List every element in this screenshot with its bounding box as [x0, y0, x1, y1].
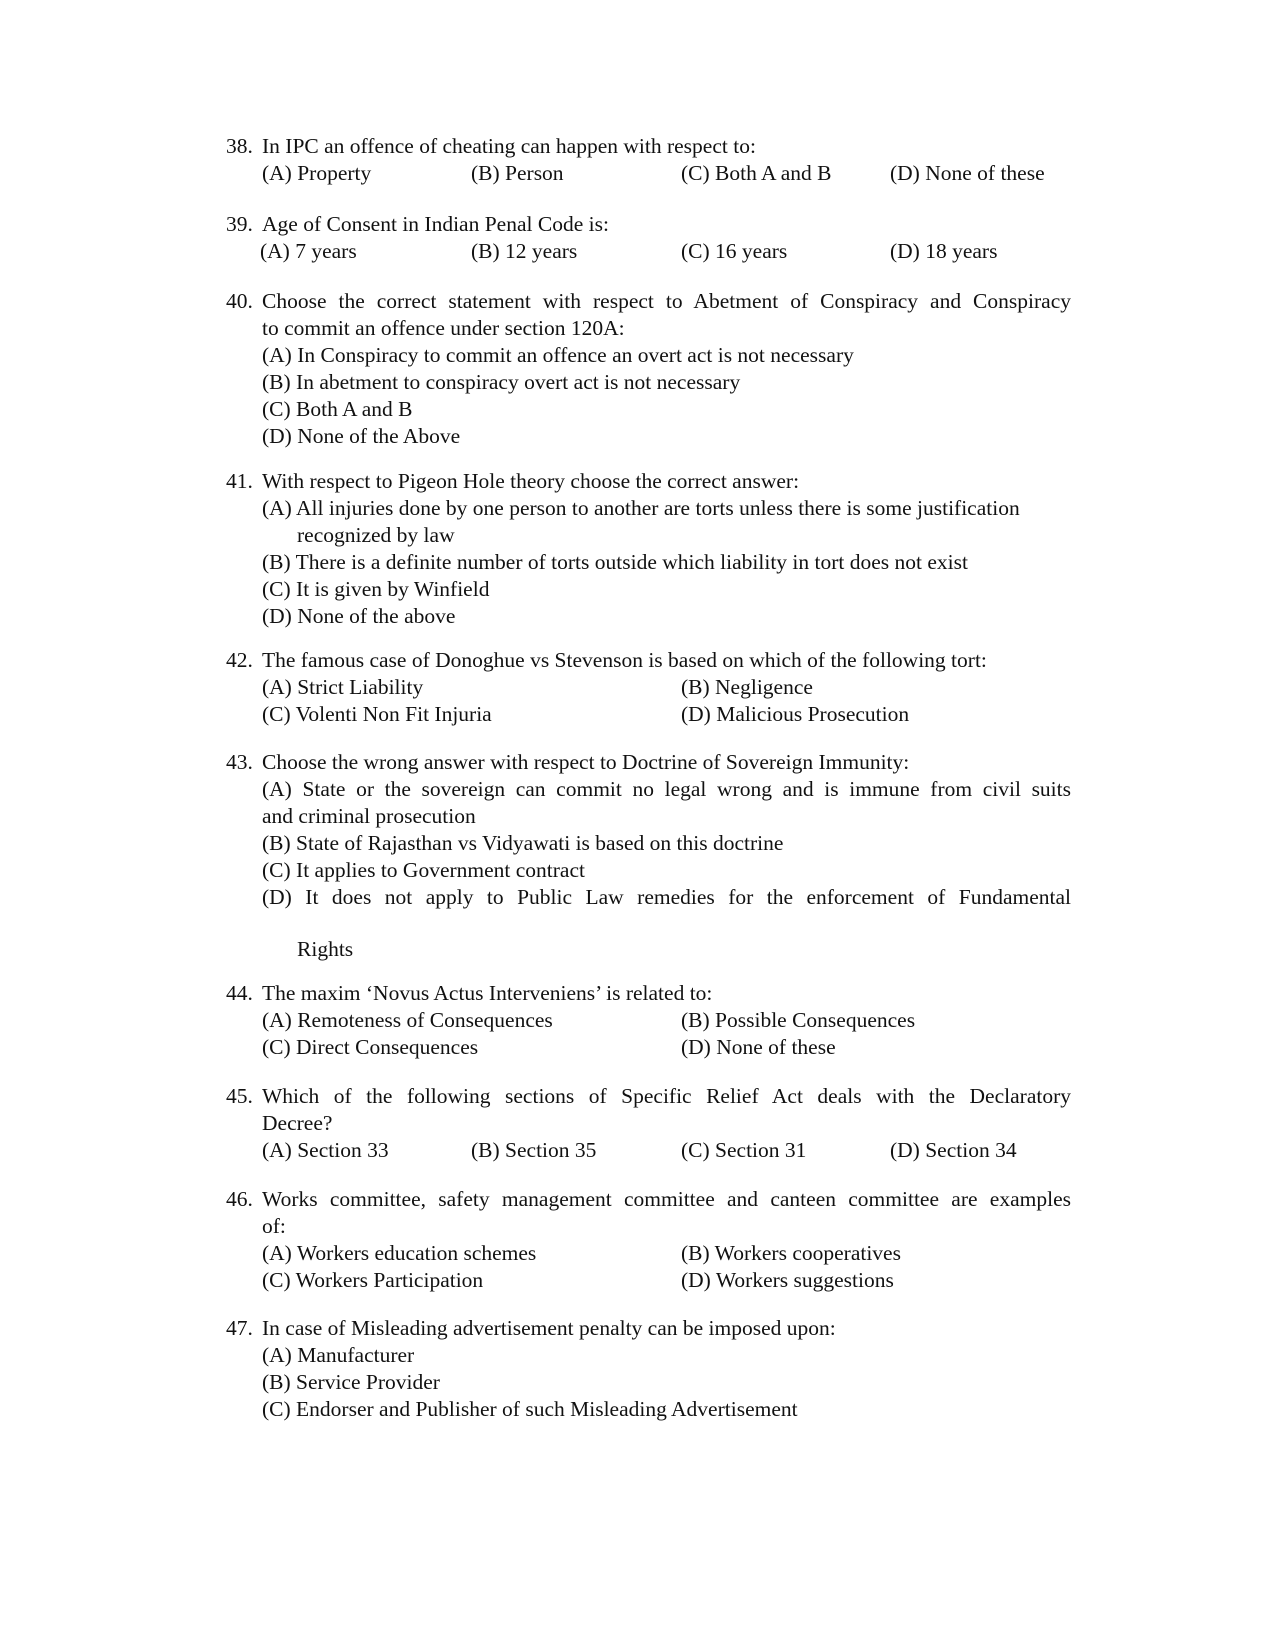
question-38	[226, 133, 1071, 187]
question-44	[226, 980, 1071, 1061]
option-d: (D) None of these	[681, 1035, 836, 1059]
option-b: (B) Negligence	[681, 675, 813, 699]
option-d: (D) Section 34	[890, 1138, 1017, 1162]
question-text: Age of Consent in Indian Penal Code is:	[262, 212, 609, 236]
question-number: 43.	[226, 750, 253, 774]
option-b: (B) In abetment to conspiracy overt act is not necessary	[262, 370, 741, 394]
option-b: (B) Workers cooperatives	[681, 1241, 901, 1265]
option-d: (D) Malicious Prosecution	[681, 702, 910, 726]
question-42	[226, 647, 1071, 728]
question-40	[226, 288, 1071, 450]
option-d: (D) None of these	[890, 161, 1045, 185]
question-number: 44.	[226, 981, 253, 1005]
question-45	[226, 1083, 1071, 1164]
question-text: In IPC an offence of cheating can happen with respect to:	[262, 134, 756, 158]
option-a-cont: and criminal prosecution	[262, 804, 476, 828]
option-a: (A) In Conspiracy to commit an offence an overt act is not necessary	[262, 343, 854, 367]
option-b: (B) Section 35	[471, 1138, 597, 1162]
option-d: (D) 18 years	[890, 239, 998, 263]
option-a-cont: recognized by law	[297, 523, 455, 547]
question-46	[226, 1186, 1071, 1294]
option-a: (A) Strict Liability	[262, 675, 424, 699]
option-d: (D) Workers suggestions	[681, 1268, 894, 1292]
question-number: 46.	[226, 1187, 253, 1211]
question-text-cont: to commit an offence under section 120A:	[262, 316, 625, 340]
option-b: (B) Service Provider	[262, 1370, 440, 1394]
question-text: Choose the wrong answer with respect to Doctrine of Sovereign Immunity:	[262, 750, 910, 774]
option-a: (A) Workers education schemes	[262, 1241, 537, 1265]
question-number: 38.	[226, 134, 253, 158]
option-d: (D) None of the above	[262, 604, 456, 628]
option-b: (B) Possible Consequences	[681, 1008, 916, 1032]
question-text: Which of the following sections of Specific Relief Act deals with the Declaratory	[262, 1084, 1071, 1108]
question-text: The famous case of Donoghue vs Stevenson is based on which of the following tort:	[262, 648, 987, 672]
option-d: (D) It does not apply to Public Law remedies for the enforcement of Fundamental	[262, 885, 1071, 909]
option-c: (C) Workers Participation	[262, 1268, 484, 1292]
question-41	[226, 468, 1071, 630]
question-number: 39.	[226, 212, 253, 236]
option-b: (B) Person	[471, 161, 564, 185]
option-a: (A) All injuries done by one person to another are torts unless there is some justification	[262, 496, 1020, 520]
question-number: 41.	[226, 469, 253, 493]
option-c: (C) It is given by Winfield	[262, 577, 490, 601]
option-c: (C) Both A and B	[681, 161, 832, 185]
option-a: (A) Property	[262, 161, 372, 185]
option-a: (A) State or the sovereign can commit no legal wrong and is immune from civil suits	[262, 777, 1071, 801]
question-number: 42.	[226, 648, 253, 672]
question-text: The maxim ‘Novus Actus Interveniens’ is related to:	[262, 981, 713, 1005]
option-c: (C) Section 31	[681, 1138, 807, 1162]
option-d-cont: Rights	[297, 937, 354, 961]
option-b: (B) There is a definite number of torts outside which liability in tort does not exist	[262, 550, 968, 574]
option-a: (A) Section 33	[262, 1138, 389, 1162]
option-c: (C) Both A and B	[262, 397, 413, 421]
option-c: (C) Direct Consequences	[262, 1035, 479, 1059]
question-text: Works committee, safety management committee and canteen committee are examples	[262, 1187, 1071, 1211]
option-c: (C) It applies to Government contract	[262, 858, 585, 882]
option-d: (D) None of the Above	[262, 424, 461, 448]
option-a: (A) Remoteness of Consequences	[262, 1008, 553, 1032]
option-a: (A) 7 years	[260, 239, 357, 263]
option-b: (B) State of Rajasthan vs Vidyawati is based on this doctrine	[262, 831, 784, 855]
question-number: 45.	[226, 1084, 253, 1108]
question-text: With respect to Pigeon Hole theory choose the correct answer:	[262, 469, 800, 493]
option-b: (B) 12 years	[471, 239, 578, 263]
question-47	[226, 1315, 1071, 1423]
question-text-cont: of:	[262, 1214, 286, 1238]
question-text: Choose the correct statement with respect to Abetment of Conspiracy and Conspiracy	[262, 289, 1071, 313]
question-39	[226, 211, 1071, 265]
option-c: (C) Volenti Non Fit Injuria	[262, 702, 492, 726]
option-c: (C) 16 years	[681, 239, 788, 263]
question-text: In case of Misleading advertisement penalty can be imposed upon:	[262, 1316, 836, 1340]
question-text-cont: Decree?	[262, 1111, 333, 1135]
option-c: (C) Endorser and Publisher of such Misleading Advertisement	[262, 1397, 798, 1421]
question-number: 40.	[226, 289, 253, 313]
question-43	[226, 749, 1071, 963]
question-number: 47.	[226, 1316, 253, 1340]
option-a: (A) Manufacturer	[262, 1343, 415, 1367]
